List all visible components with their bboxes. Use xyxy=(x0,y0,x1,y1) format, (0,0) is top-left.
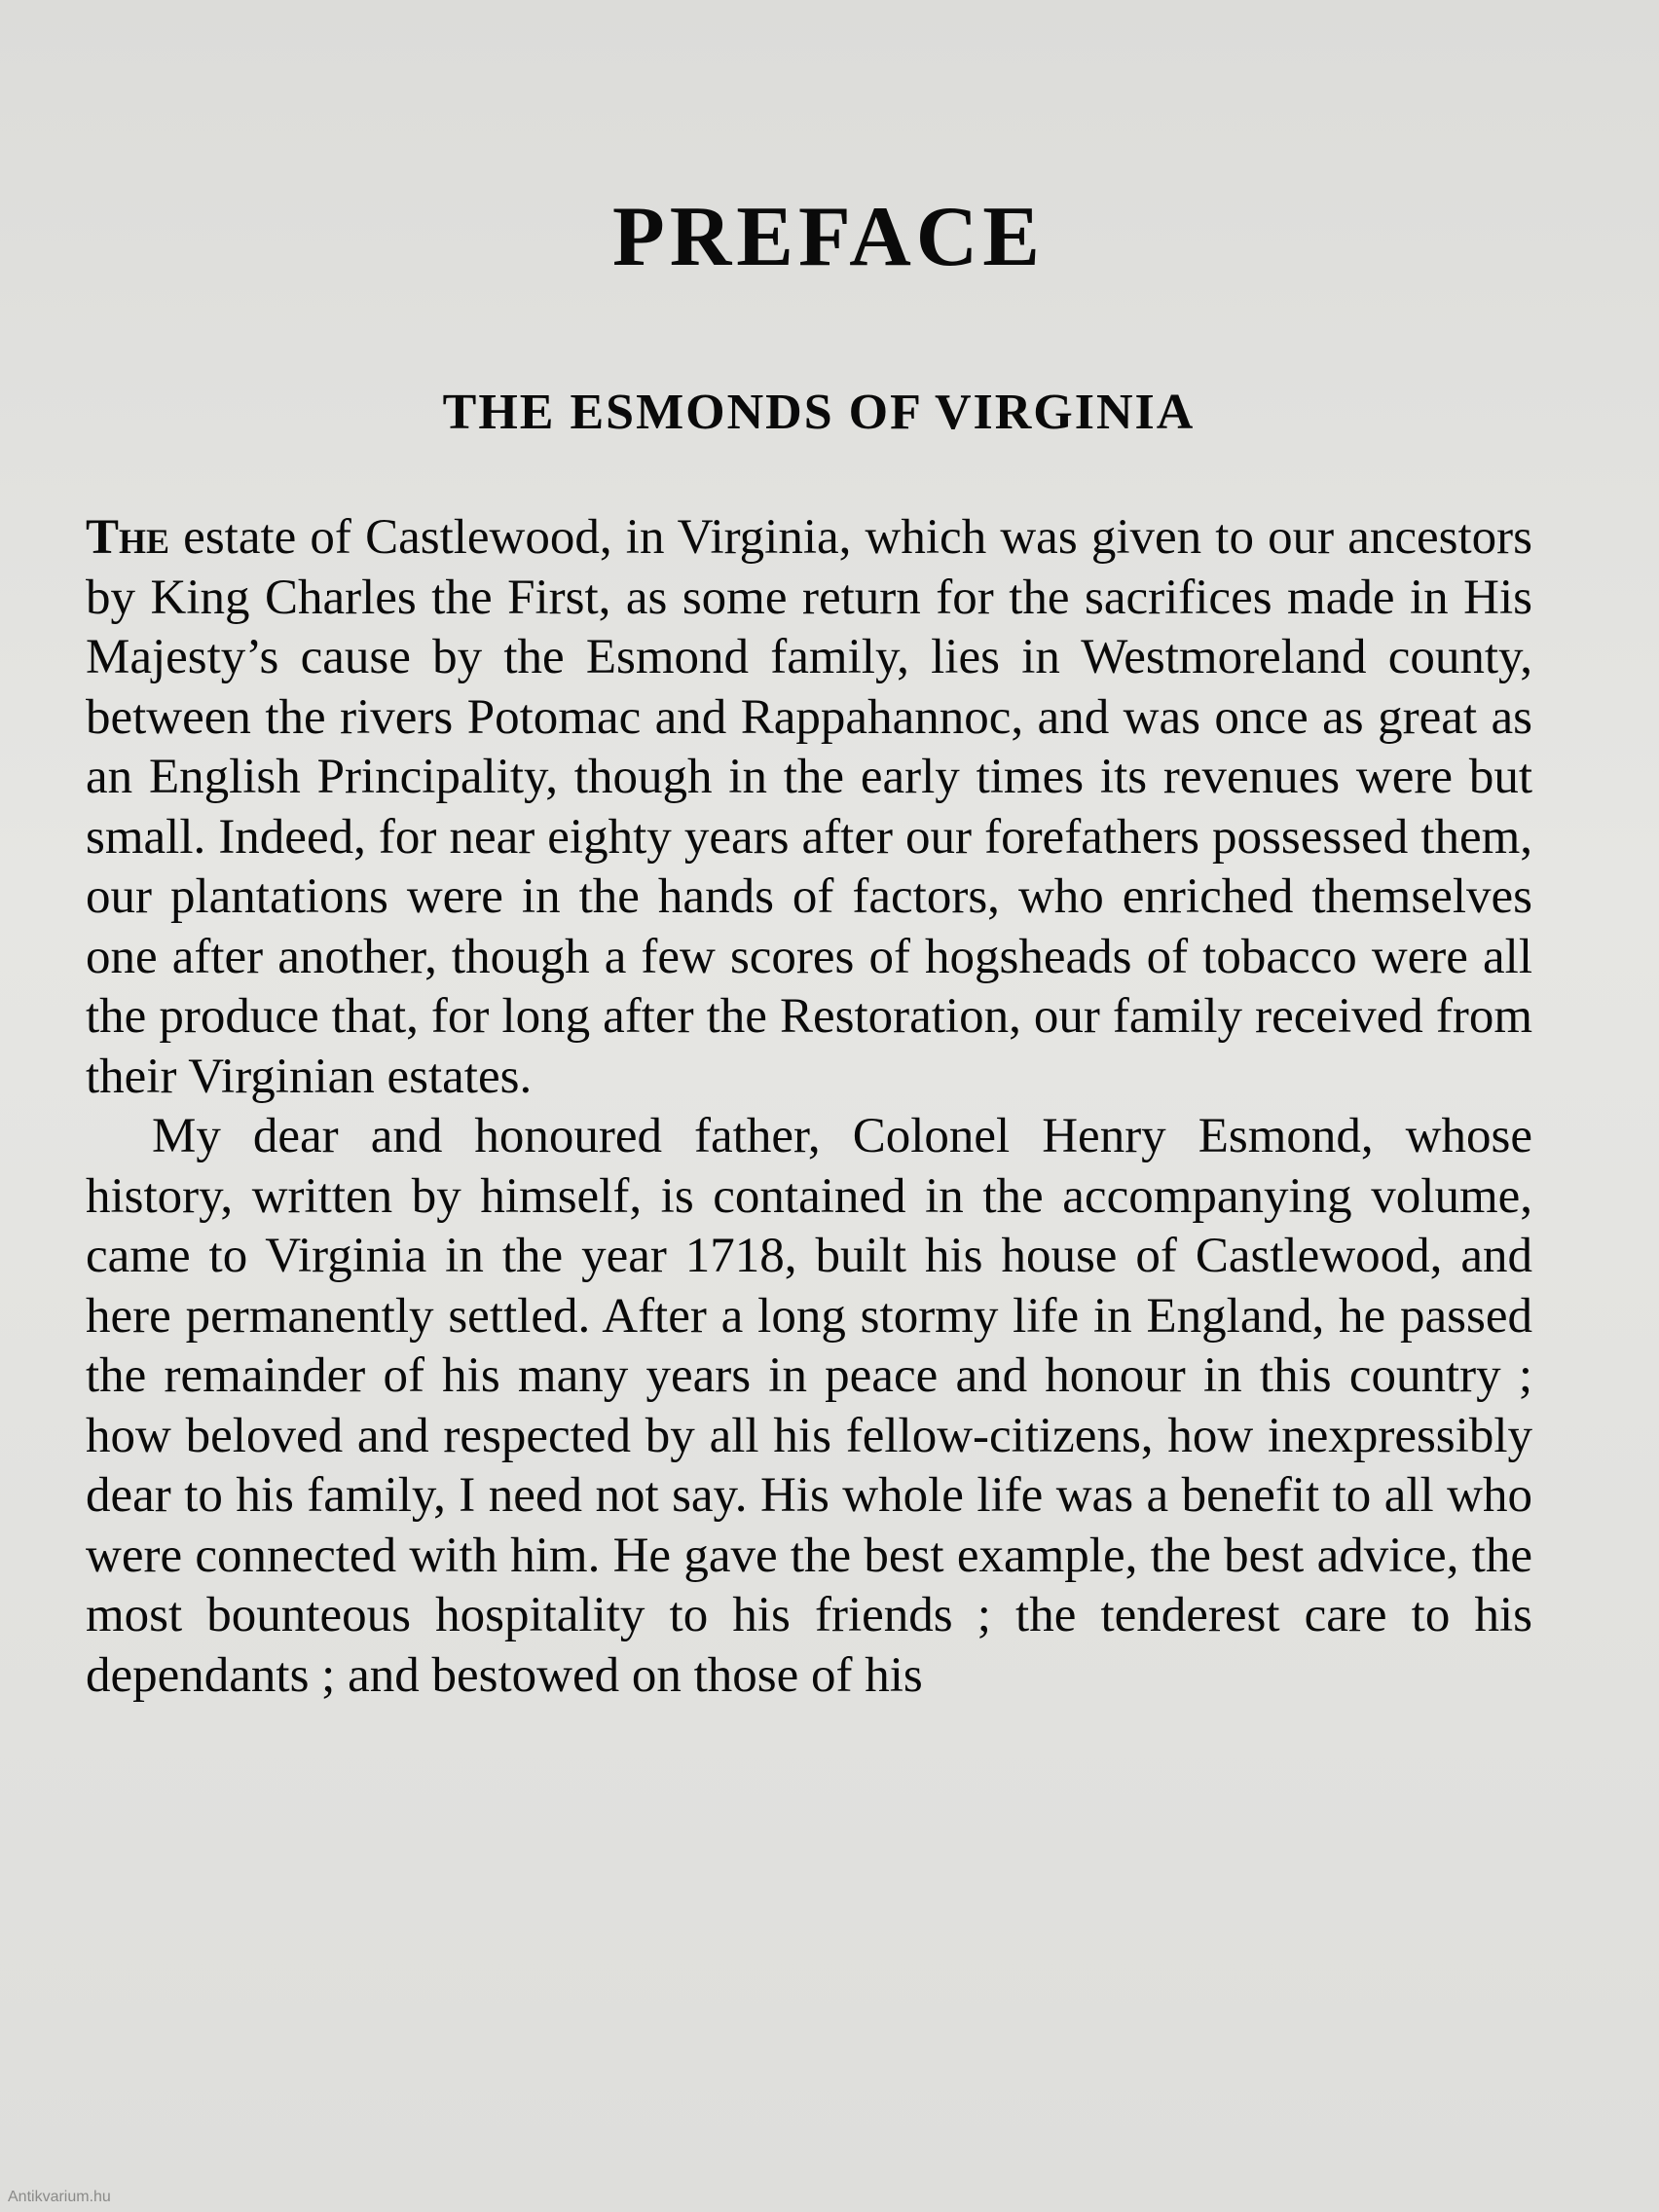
watermark: Antikvarium.hu xyxy=(8,2189,111,2205)
paragraph-1 xyxy=(86,508,1532,1107)
chapter-subtitle: THE ESMONDS OF VIRGINIA xyxy=(442,385,1196,440)
page-content xyxy=(86,190,1532,1706)
paragraph-2: My dear and honoured father, Colonel Henry Esmond, whose history, written by himself, is contained in the accompanying volume, came to Virginia in the year 1718, built his house of Castlewood, and here permanently settled. After a long stormy life in England, he passed the remainder of his many years in peace and honour in this country ; how beloved and respected by all his fellow-citizens, how inexpressibly dear to his family, I need not say. His whole life was a benefit to all who were connected with him. He gave the best example, the best advice, the most bounteous hospitality to his friends ; the tenderest care to his dependants ; and bestowed on those of his xyxy=(86,1109,1532,1703)
body-text xyxy=(86,508,1532,1706)
page-title: PREFACE xyxy=(611,190,1046,284)
paragraph-1-lead: The xyxy=(86,510,170,565)
paragraph-1-text: estate of Castlewood, in Virginia, which was given to our ancestors by King Charles the First, as some return for the sacrifices made in His Majesty’s cause by the Esmond family, lies in Westmoreland county, between the rivers Potomac and Rappahannoc, and was once as great as an English Principality, though in the early times its revenues were but small. Indeed, for near eighty years after our forefathers possessed them, our plantations were in the hands of factors, who enriched themselves one after another, though a few scores of hogsheads of tobacco were all the produce that, for long after the Restoration, our family received from their Virginian estates. xyxy=(86,510,1532,1104)
